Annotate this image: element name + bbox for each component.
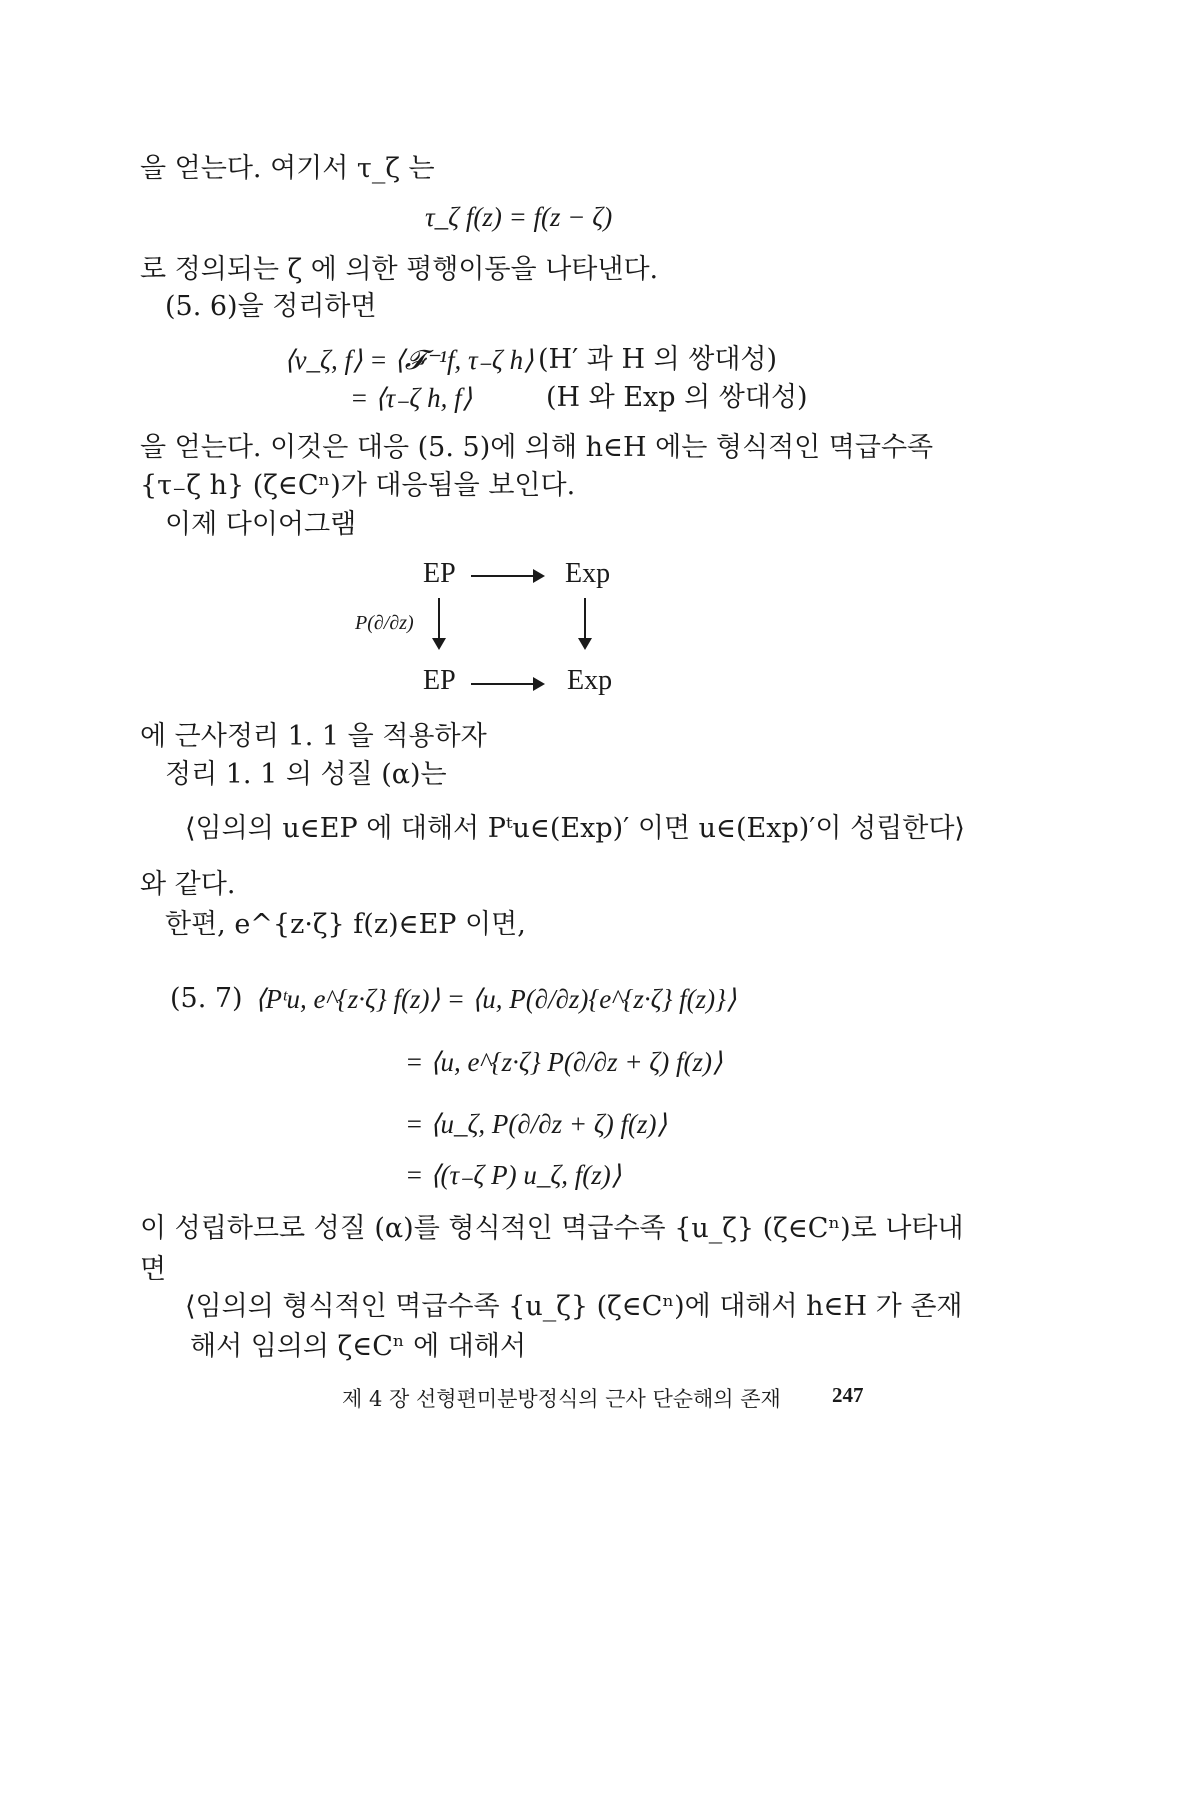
text-line-7: 을 얻는다. 이것은 대응 (5. 5)에 의해 h∈H 에는 형식적인 멱급수족 — [140, 432, 934, 463]
text-line-10: 에 근사정리 1. 1 을 적용하자 — [140, 721, 487, 752]
text-line-1: 을 얻는다. 여기서 τ_ζ 는 — [140, 153, 435, 184]
text-line-3: 로 정의되는 ζ 에 의한 평행이동을 나타낸다. — [140, 254, 659, 285]
diagram-bottom-left: EP — [423, 665, 456, 696]
diagram-bottom-right: Exp — [567, 665, 613, 696]
text-line-14: 한편, e^{z·ζ} f(z)∈EP 이면, — [165, 909, 526, 940]
page-number: 247 — [832, 1383, 864, 1407]
text-line-18: 해서 임의의 ζ∈Cⁿ 에 대해서 — [190, 1331, 527, 1362]
equation-5-7-line-3: = ⟨u_ζ, P(∂/∂z + ζ) f(z)⟩ — [405, 1109, 668, 1139]
text-line-13: 와 같다. — [140, 869, 236, 900]
equation-5-7-line-4: = ⟨(τ₋ζ P) u_ζ, f(z)⟩ — [405, 1160, 622, 1190]
equation-duality-1: ⟨v_ζ, f⟩ = ⟨𝓕⁻¹f, τ₋ζ h⟩ — [284, 345, 534, 375]
equation-label-5-7: (5. 7) — [170, 983, 243, 1014]
diagram-left-label: P(∂/∂z) — [355, 612, 414, 634]
footer-chapter-title: 제 4 장 선형편미분방정식의 근사 단순해의 존재 — [342, 1387, 781, 1411]
diagram-top-right: Exp — [565, 558, 611, 589]
text-line-11: 정리 1. 1 의 성질 (α)는 — [165, 759, 447, 790]
equation-5-7-line-2: = ⟨u, e^{z·ζ} P(∂/∂z + ζ) f(z)⟩ — [405, 1047, 723, 1077]
equation-5-7-line-1: ⟨Pᵗu, e^{z·ζ} f(z)⟩ = ⟨u, P(∂/∂z){e^{z·ζ} f(z)}⟩ — [255, 984, 737, 1014]
diagram-right-arrow — [584, 598, 586, 648]
text-line-17: ⟨임의의 형식적인 멱급수족 {u_ζ} (ζ∈Cⁿ)에 대해서 h∈H 가 존재 — [185, 1291, 963, 1322]
text-line-16: 면 — [140, 1254, 167, 1285]
equation-translation: τ_ζ f(z) = f(z − ζ) — [425, 202, 613, 232]
diagram-left-arrow — [438, 598, 440, 648]
text-line-12: ⟨임의의 u∈EP 에 대해서 Pᵗu∈(Exp)′ 이면 u∈(Exp)′이 성립한다⟩ — [185, 813, 965, 844]
diagram-bottom-arrow — [471, 683, 543, 685]
diagram-top-arrow — [471, 575, 543, 577]
text-line-8: {τ₋ζ h} (ζ∈Cⁿ)가 대응됨을 보인다. — [140, 470, 576, 501]
equation-duality-2-note: (H 와 Exp 의 쌍대성) — [546, 382, 808, 413]
diagram-top-left: EP — [423, 558, 456, 589]
equation-duality-2: = ⟨τ₋ζ h, f⟩ — [350, 383, 473, 413]
equation-duality-1-note: (H′ 과 H 의 쌍대성) — [538, 344, 778, 375]
text-line-4: (5. 6)을 정리하면 — [165, 291, 377, 322]
text-line-9: 이제 다이어그램 — [165, 509, 357, 540]
text-line-15: 이 성립하므로 성질 (α)를 형식적인 멱급수족 {u_ζ} (ζ∈Cⁿ)로 나타내 — [140, 1213, 964, 1244]
